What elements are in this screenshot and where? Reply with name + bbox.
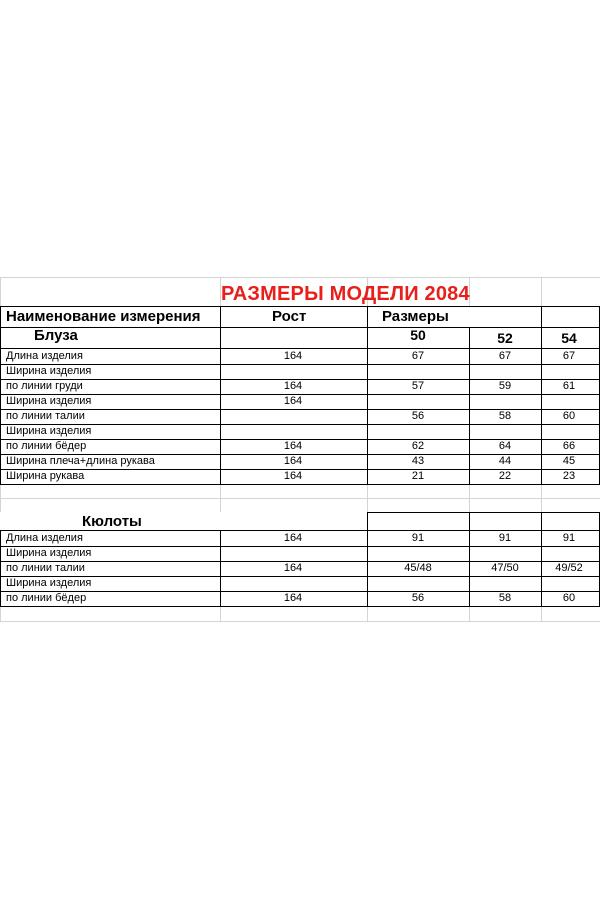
row-label: по линии талии [6,410,85,422]
row-label: Ширина рукава [6,470,85,482]
cell-v52: 22 [498,470,512,482]
cell-v54: 60 [562,410,576,422]
cell-rost: 164 [283,470,303,482]
cell-v52: 47/50 [491,562,519,574]
cell-v50: 43 [411,455,425,467]
size-54: 54 [561,330,577,346]
cell-v50: 67 [411,350,425,362]
cell-v52: 64 [498,440,512,452]
row-label: Ширина плеча+длина рукава [6,455,155,467]
cell-rost: 164 [283,592,303,604]
grid-line [0,621,600,622]
cell-v54: 45 [562,455,576,467]
row-label: Ширина изделия [6,365,92,377]
chart-title: РАЗМЕРЫ МОДЕЛИ 2084 [221,283,470,305]
grid-line [541,277,542,306]
grid-line [0,606,1,622]
grid-line [0,277,1,306]
cell-v50: 62 [411,440,425,452]
grid-line [0,484,600,485]
header-name-column: Наименование измерения [6,308,201,325]
cell-v54: 23 [562,470,576,482]
grid-line [541,484,542,512]
grid-line [367,606,368,622]
grid-line [0,306,600,307]
row-label: по линии груди [6,380,83,392]
grid-line [367,306,368,485]
section-blouse: Блуза [34,327,78,344]
cell-v52: 58 [498,592,512,604]
cell-v52: 91 [498,532,512,544]
row-label: Длина изделия [6,350,83,362]
row-label: по линии талии [6,562,85,574]
grid-line [0,306,1,485]
size-50: 50 [410,327,426,343]
grid-line [367,484,368,512]
grid-line [0,498,600,499]
cell-rost: 164 [283,440,303,452]
cell-rost: 164 [283,562,303,574]
cell-v50: 56 [411,410,425,422]
grid-line [541,606,542,622]
grid-line [469,484,470,512]
cell-rost: 164 [283,455,303,467]
cell-v54: 61 [562,380,576,392]
cell-v50: 57 [411,380,425,392]
grid-line [220,306,221,485]
grid-line [0,484,1,512]
row-label: по линии бёдер [6,440,87,452]
cell-v52: 67 [498,350,512,362]
cell-v54: 66 [562,440,576,452]
cell-v54: 91 [562,532,576,544]
grid-line [469,327,470,485]
grid-line [469,606,470,622]
grid-line [367,512,368,607]
grid-line [0,348,600,349]
header-height-column: Рост [272,308,307,325]
row-label: по линии бёдер [6,592,87,604]
cell-v50: 21 [411,470,425,482]
row-label: Ширина изделия [6,577,92,589]
grid-line [367,512,600,513]
row-label: Ширина изделия [6,425,92,437]
grid-line [0,530,600,531]
row-label: Ширина изделия [6,547,92,559]
cell-v50: 45/48 [404,562,432,574]
cell-v50: 56 [411,592,425,604]
cell-rost: 164 [283,380,303,392]
grid-line [0,327,600,328]
section-culottes: Кюлоты [82,513,142,530]
grid-line [220,606,221,622]
header-sizes-column: Размеры [382,308,449,325]
cell-v54: 49/52 [555,562,583,574]
grid-line [0,530,1,607]
cell-v52: 44 [498,455,512,467]
row-label: Длина изделия [6,532,83,544]
grid-line [220,530,221,607]
cell-rost: 164 [283,532,303,544]
grid-line [0,277,600,278]
cell-rost: 164 [283,350,303,362]
cell-rost: 164 [283,395,303,407]
grid-line [541,306,542,485]
grid-line [0,606,600,607]
grid-line [469,512,470,607]
cell-v54: 60 [562,592,576,604]
cell-v50: 91 [411,532,425,544]
cell-v52: 58 [498,410,512,422]
cell-v52: 59 [498,380,512,392]
row-label: Ширина изделия [6,395,92,407]
grid-line [220,484,221,512]
size-52: 52 [497,330,513,346]
grid-line [541,512,542,607]
cell-v54: 67 [562,350,576,362]
